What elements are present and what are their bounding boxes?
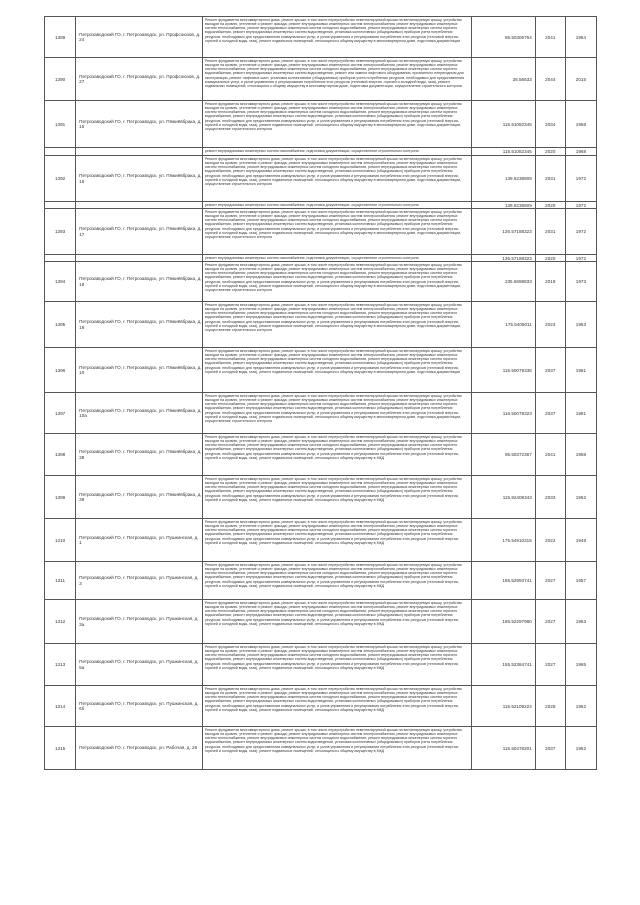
row-number [45, 255, 76, 262]
build-year-cell: 1972 [565, 255, 596, 262]
cost-cell: 139.5238809 [472, 202, 535, 209]
build-year-cell: 1962 [565, 686, 596, 727]
works-text: Ремонт фундамента многоквартирного дома, ремонт крыши, в том числе переустройство невентилируемой крыши на вентилируемую крышу, устройство выходов на кровлю, утепление и ремонт фасада, ремонт внутридомовых инженерных систем электроснабжения, ремонт внутридомовых инженерных систем теплоснабжения, ремонт внутридомовых инженерных систем холодного водоснабжения, ремонт внутридомовых инженерных систем горячего водоснабжения, ремонт внутридомовых инженерных систем водоотведения, установка коллективных (общедомовых) приборов учета потребления ресурсов, необходимых для предоставления коммунальных услуг, и узлов управления и регулирования потребления этих ресурсов (тепловой энергии, горячей и холодной воды, газа), ремонт подвальных помещений, относящихся к общему имуществу в МКД [204, 562, 462, 588]
address-cell: Петрозаводский ГО, г. Петрозаводск, ул. Пяжиёвбрака, д. 19 [76, 302, 203, 348]
build-year-cell: 1981 [565, 348, 596, 393]
table-row [45, 562, 597, 600]
build-year-cell: 1963 [565, 600, 596, 644]
build-year-cell: 1962 [565, 476, 596, 519]
works-cell [202, 348, 472, 393]
address-cell: Петрозаводский ГО, г. Петрозаводск, ул. Пяжиёвбрака, д. 16 [76, 156, 203, 202]
build-year-cell: 1968 [565, 434, 596, 476]
address-cell: Петрозаводский ГО, г. Петрозаводск, ул. Профсоюзов, д. 24 [76, 17, 203, 58]
build-year-cell: 1948 [565, 519, 596, 562]
works-cell [202, 17, 472, 58]
works-cell [202, 519, 472, 562]
address-cell: Петрозаводский ГО, г. Петрозаводск, ул. Пяжиёвбрака, д. 39 [76, 476, 203, 519]
table-row [45, 101, 597, 148]
repair-year-cell: 2044 [535, 58, 565, 101]
address-cell: Петрозаводский ГО, г. Петрозаводск, ул. Пяжиёвбрака, д. 10а [76, 393, 203, 434]
works-cell [202, 148, 472, 156]
works-text: Ремонт фундамента многоквартирного дома, ремонт крыши, в том числе переустройство невентилируемой крыши на вентилируемую крышу, устройство выходов на кровлю, утепление и ремонт фасада, ремонт внутридомовых инженерных систем электроснабжения, ремонт внутридомовых инженерных систем теплоснабжения, ремонт внутридомовых инженерных систем холодного водоснабжения, ремонт внутридомовых инженерных систем горячего водоснабжения, ремонт внутридомовых инженерных систем водоотведения, установка коллективных (общедомовых) приборов учета потребления ресурсов, необходимых для предоставления коммунальных услуг, и узлов управления и регулирования потребления этих ресурсов (тепловой энергии, горячей и холодной воды, газа), ремонт подвальных помещений, относящихся к общему имуществу в МКД [204, 434, 462, 460]
repair-year-cell: 2023 [535, 302, 565, 348]
works-text: Ремонт фундамента многоквартирного дома, ремонт крыши, в том числе переустройство невентилируемой крыши на вентилируемую крышу, устройство выходов на кровлю, утепление и ремонт фасада, ремонт внутридомовых инженерных систем электроснабжения, ремонт внутридомовых инженерных систем теплоснабжения, ремонт внутридомовых инженерных систем холодного водоснабжения, ремонт внутридомовых инженерных систем горячего водоснабжения, ремонт внутридомовых инженерных систем водоотведения, установка коллективных (общедомовых) приборов учета потребления ресурсов, необходимых для предоставления коммунальных услуг, и узлов управления и регулирования потребления этих ресурсов (тепловой энергии, горячей и холодной воды, газа), ремонт подвальных помещений, относящихся к общему имуществу в многоквартирном доме, подготовка документации [204, 17, 462, 43]
repair-year-cell: 2028 [535, 686, 565, 727]
address-cell: Петрозаводский ГО, г. Петрозаводск, ул. Пушкинская, д. 5а [76, 644, 203, 686]
works-text: Ремонт фундамента многоквартирного дома, ремонт крыши, в том числе переустройство невентилируемой крыши на вентилируемую крышу, устройство выходов на кровлю, утепление и ремонт фасада, ремонт внутридомовых инженерных систем электроснабжения, ремонт внутридомовых инженерных систем теплоснабжения, ремонт внутридомовых инженерных систем холодного водоснабжения, ремонт внутридомовых инженерных систем горячего водоснабжения, ремонт внутридомовых инженерных систем водоотведения, установка коллективных (общедомовых) приборов учета потребления ресурсов, необходимых для предоставления коммунальных услуг, и узлов управления и регулирования потребления этих ресурсов (тепловой энергии, горячей и холодной воды, газа), ремонт подвальных помещений, относящихся к общему имуществу в МКД [204, 686, 462, 712]
cost-cell: 235.5698833 [472, 262, 535, 302]
table-row [45, 156, 597, 202]
repair-year-cell: 2037 [535, 727, 565, 770]
row-number: 1392 [45, 156, 76, 202]
address-cell: Петрозаводский ГО, г. Петрозаводск, ул. Пяжиёвбрака, д. 17 [76, 209, 203, 255]
repair-year-cell: 2027 [535, 644, 565, 686]
works-cell [202, 255, 472, 262]
table-row [45, 393, 597, 434]
address-cell: Петрозаводский ГО, г. Петрозаводск, ул. Рабочая, д. 26 [76, 727, 203, 770]
repair-year-cell: 2037 [535, 393, 565, 434]
row-number: 1312 [45, 600, 76, 644]
cost-cell: 115.52109224 [472, 686, 535, 727]
table-row [45, 58, 597, 101]
address-cell: Петрозаводский ГО, г. Петрозаводск, ул. Пяжиёвбрака, д. 38 [76, 434, 203, 476]
cost-cell: 139.5238809 [472, 156, 535, 202]
address-cell: Петрозаводский ГО, г. Петрозаводск, ул. Пушкинская, д. 1 [76, 519, 203, 562]
works-cell [202, 209, 472, 255]
cost-cell: 95.50372367 [472, 434, 535, 476]
build-year-cell: 1957 [565, 562, 596, 600]
table-row [45, 262, 597, 302]
works-text: Ремонт фундамента многоквартирного дома, ремонт крыши, в том числе переустройство невентилируемой крыши на вентилируемую крышу, устройство выходов на кровлю, утепление и ремонт фасада, ремонт внутридомовых инженерных систем электроснабжения, ремонт внутридомовых инженерных систем теплоснабжения, ремонт внутридомовых инженерных систем холодного водоснабжения, ремонт внутридомовых инженерных систем горячего водоснабжения, ремонт внутридомовых инженерных систем водоотведения, установка коллективных (общедомовых) приборов учета потребления ресурсов, необходимых для предоставления коммунальных услуг, и узлов управления и регулирования потребления этих ресурсов (тепловой энергии, горячей и холодной воды, газа), ремонт подвальных помещений, относящихся к общему имуществу в МКД [204, 644, 462, 670]
repair-year-cell: 2037 [535, 348, 565, 393]
build-year-cell: 1968 [565, 148, 596, 156]
works-cell [202, 393, 472, 434]
build-year-cell: 1981 [565, 393, 596, 434]
row-number: 1391 [45, 101, 76, 148]
works-cell [202, 262, 472, 302]
table-row [45, 202, 597, 209]
table-body [45, 17, 597, 770]
address-cell: Петрозаводский ГО, г. Петрозаводск, ул. Профсоюзов, д. 27 [76, 58, 203, 101]
row-number [45, 148, 76, 156]
cost-cell: 65.50306754 [472, 17, 535, 58]
row-number: 1394 [45, 262, 76, 302]
row-number: 1313 [45, 644, 76, 686]
build-year-cell: 1964 [565, 17, 596, 58]
works-text: ремонт внутридомовых инженерных систем газоснабжения, подготовка документации, осуществление строительного контроля [204, 148, 419, 153]
row-number: 1310 [45, 519, 76, 562]
capital-repair-table [44, 16, 597, 770]
cost-cell: 175.54910315 [472, 519, 535, 562]
row-number: 1315 [45, 727, 76, 770]
repair-year-cell: 2020 [535, 255, 565, 262]
repair-year-cell: 2033 [535, 476, 565, 519]
works-text: Ремонт фундамента многоквартирного дома, ремонт крыши, в том числе переустройство невентилируемой крыши на вентилируемую крышу, устройство выходов на кровлю, утепление и ремонт фасада, ремонт внутридомовых инженерных систем электроснабжения, ремонт внутридомовых инженерных систем теплоснабжения, ремонт внутридомовых инженерных систем холодного водоснабжения, ремонт внутридомовых инженерных систем горячего водоснабжения, ремонт внутридомовых инженерных систем водоотведения, установка коллективных (общедомовых) приборов учета потребления ресурсов, необходимых для предоставления коммунальных услуг, и узлов управления и регулирования потребления этих ресурсов (тепловой энергии, горячей и холодной воды, газа), ремонт подвальных помещений, относящихся к общему имуществу в многоквартирном доме, подготовка документации [204, 348, 462, 374]
table-row [45, 686, 597, 727]
works-cell [202, 58, 472, 101]
cost-cell: 115.51082345 [472, 101, 535, 148]
table-row [45, 209, 597, 255]
works-text: Ремонт фундамента многоквартирного дома, ремонт крыши, в том числе переустройство невентилируемой крыши на вентилируемую крышу, устройство выходов на кровлю, утепление и ремонт фасада, ремонт внутридомовых инженерных систем электроснабжения, ремонт внутридомовых инженерных систем теплоснабжения, ремонт внутридомовых инженерных систем холодного водоснабжения, ремонт внутридомовых инженерных систем горячего водоснабжения, ремонт внутридомовых инженерных систем водоотведения, установка коллективных (общедомовых) приборов учета потребления ресурсов, необходимых для предоставления коммунальных услуг, и узлов управления и регулирования потребления этих ресурсов (тепловой энергии, горячей и холодной воды, газа), ремонт подвальных помещений, относящихся к общему имуществу в многоквартирном доме, подготовка документации, осуществление строительного контроля [204, 262, 462, 293]
row-number: 1395 [45, 302, 76, 348]
build-year-cell: 1962 [565, 727, 596, 770]
table-row [45, 600, 597, 644]
works-text: Ремонт фундамента многоквартирного дома, ремонт крыши, в том числе переустройство невентилируемой крыши на вентилируемую крышу, устройство выходов на кровлю, утепление и ремонт фасада, ремонт внутридомовых инженерных систем электроснабжения, ремонт внутридомовых инженерных систем теплоснабжения, ремонт внутридомовых инженерных систем холодного водоснабжения, ремонт внутридомовых инженерных систем горячего водоснабжения, ремонт внутридомовых инженерных систем водоотведения, установка коллективных (общедомовых) приборов учета потребления ресурсов, необходимых для предоставления коммунальных услуг, и узлов управления и регулирования потребления этих ресурсов (тепловой энергии, горячей и холодной воды, газа), ремонт подвальных помещений, относящихся к общему имуществу в многоквартирном доме, подготовка документации, осуществление строительного контроля [204, 393, 462, 424]
build-year-cell: 1968 [565, 101, 596, 148]
address-cell [76, 148, 203, 156]
build-year-cell: 2015 [565, 58, 596, 101]
works-text: ремонт внутридомовых инженерных систем газоснабжения, подготовка документации, осуществление строительного контроля [204, 202, 419, 207]
build-year-cell: 1963 [565, 302, 596, 348]
repair-year-cell: 2031 [535, 209, 565, 255]
repair-year-cell: 2027 [535, 600, 565, 644]
table-row [45, 17, 597, 58]
cost-cell: 115.51082345 [472, 148, 535, 156]
works-text: Ремонт фундамента многоквартирного дома, ремонт крыши, в том числе переустройство невентилируемой крыши на вентилируемую крышу, устройство выходов на кровлю, утепление и ремонт фасада, ремонт внутридомовых инженерных систем электроснабжения, ремонт внутридомовых инженерных систем теплоснабжения, ремонт внутридомовых инженерных систем холодного водоснабжения, ремонт внутридомовых инженерных систем горячего водоснабжения, ремонт внутридомовых инженерных систем водоотведения, установка коллективных (общедомовых) приборов учета потребления ресурсов, необходимых для предоставления коммунальных услуг, и узлов управления и регулирования потребления этих ресурсов (тепловой энергии, горячей и холодной воды, газа), ремонт подвальных помещений, относящихся к общему имуществу в МКД [204, 519, 462, 545]
row-number: 1398 [45, 434, 76, 476]
works-text: Ремонт фундамента многоквартирного дома, ремонт крыши, в том числе переустройство невентилируемой крыши на вентилируемую крышу, устройство выходов на кровлю, утепление и ремонт фасада, ремонт внутридомовых инженерных систем электроснабжения, ремонт внутридомовых инженерных систем теплоснабжения, ремонт внутридомовых инженерных систем холодного водоснабжения, ремонт внутридомовых инженерных систем горячего водоснабжения, ремонт внутридомовых инженерных систем водоотведения, установка коллективных (общедомовых) приборов учета потребления ресурсов, необходимых для предоставления коммунальных услуг, и узлов управления и регулирования потребления этих ресурсов (тепловой энергии, горячей и холодной воды, газа), ремонт подвальных помещений, относящихся к общему имуществу в многоквартирном доме, подготовка документации, осуществление строительного контроля [204, 209, 462, 240]
row-number: 1389 [45, 17, 76, 58]
repair-year-cell: 2020 [535, 148, 565, 156]
cost-cell: 136.57188323 [472, 209, 535, 255]
works-cell [202, 727, 472, 770]
build-year-cell: 1972 [565, 202, 596, 209]
works-text: Ремонт фундамента многоквартирного дома, ремонт крыши, в том числе переустройство невентилируемой крыши на вентилируемую крышу, устройство выходов на кровлю, утепление и ремонт фасада, ремонт внутридомовых инженерных систем электроснабжения, ремонт внутридомовых инженерных систем теплоснабжения, ремонт внутридомовых инженерных систем холодного водоснабжения, ремонт внутридомовых инженерных систем горячего водоснабжения, ремонт внутридомовых инженерных систем водоотведения, установка коллективных (общедомовых) приборов учета потребления ресурсов, необходимых для предоставления коммунальных услуг, и узлов управления и регулирования потребления этих ресурсов (тепловой энергии, горячей и холодной воды, газа), ремонт подвальных помещений, относящихся к общему имуществу в МКД [204, 476, 462, 502]
row-number [45, 202, 76, 209]
cost-cell: 175.5409011 [472, 302, 535, 348]
table-row [45, 302, 597, 348]
row-number: 1399 [45, 476, 76, 519]
address-cell [76, 202, 203, 209]
table-row [45, 255, 597, 262]
cost-cell: 115.50079336 [472, 348, 535, 393]
table-row [45, 727, 597, 770]
address-cell: Петрозаводский ГО, г. Петрозаводск, ул. Пяжиёвбрака, д. 15 [76, 101, 203, 148]
address-cell: Петрозаводский ГО, г. Петрозаводск, ул. Пушкинская, д. 6б [76, 686, 203, 727]
works-text: Ремонт фундамента многоквартирного дома, ремонт крыши, в том числе переустройство невентилируемой крыши на вентилируемую крышу, устройство выходов на кровлю, утепление и ремонт фасада, ремонт внутридомовых инженерных систем электроснабжения, ремонт внутридомовых инженерных систем теплоснабжения, ремонт внутридомовых инженерных систем холодного водоснабжения, ремонт внутридомовых инженерных систем горячего водоснабжения, ремонт внутридомовых инженерных систем водоотведения, установка коллективных (общедомовых) приборов учета потребления ресурсов, необходимых для предоставления коммунальных услуг, и узлов управления и регулирования потребления этих ресурсов (тепловой энергии, горячей и холодной воды, газа), ремонт подвальных помещений, относящихся к общему имуществу в МКД [204, 600, 462, 626]
works-text: Ремонт фундамента многоквартирного дома, ремонт крыши, в том числе переустройство невентилируемой крыши на вентилируемую крышу, устройство выходов на кровлю, утепление и ремонт фасада, ремонт внутридомовых инженерных систем электроснабжения, ремонт внутридомовых инженерных систем теплоснабжения, ремонт внутридомовых инженерных систем холодного водоснабжения, ремонт внутридомовых инженерных систем горячего водоснабжения, ремонт внутридомовых инженерных систем водоотведения, установка коллективных (общедомовых) приборов учета потребления ресурсов, необходимых для предоставления коммунальных услуг, и узлов управления и регулирования потребления этих ресурсов (тепловой энергии, горячей и холодной воды, газа), ремонт подвальных помещений, относящихся к общему имуществу в многоквартирном доме, подготовка документации, осуществление строительного контроля [204, 156, 462, 187]
cost-cell: 28.56633 [472, 58, 535, 101]
table-row [45, 148, 597, 156]
cost-cell: 185.52993741 [472, 562, 535, 600]
cost-cell: 115.92408343 [472, 476, 535, 519]
works-text: Ремонт фундамента многоквартирного дома, ремонт крыши, в том числе переустройство невентилируемой крыши на вентилируемую крышу, устройство выходов на кровлю, утепление и ремонт фасада, ремонт внутридомовых инженерных систем электроснабжения, ремонт внутридомовых инженерных систем теплоснабжения, ремонт внутридомовых инженерных систем холодного водоснабжения, ремонт внутридомовых инженерных систем горячего водоснабжения, ремонт внутридомовых инженерных систем водоотведения, установка коллективных (общедомовых) приборов учета потребления ресурсов, необходимых для предоставления коммунальных услуг, и узлов управления и регулирования потребления этих ресурсов (тепловой энергии, горячей и холодной воды, газа), ремонт подвальных помещений, относящихся к общему имуществу в МКД [204, 727, 462, 753]
works-cell [202, 644, 472, 686]
build-year-cell: 1972 [565, 156, 596, 202]
cost-cell: 115.50478201 [472, 727, 535, 770]
repair-year-cell: 2019 [535, 262, 565, 302]
works-cell [202, 156, 472, 202]
row-number: 1397 [45, 393, 76, 434]
works-text: Ремонт фундамента многоквартирного дома, ремонт крыши, в том числе переустройство невентилируемой крыши на вентилируемую крышу, устройство выходов на кровлю, утепление и ремонт фасада, ремонт внутридомовых инженерных систем электроснабжения, ремонт внутридомовых инженерных систем теплоснабжения, ремонт внутридомовых инженерных систем холодного водоснабжения, ремонт внутридомовых инженерных систем горячего водоснабжения, ремонт внутридомовых инженерных систем водоотведения, ремонт или замена лифтового оборудования, признанного непригодным для эксплуатации, ремонт лифтовых шахт, установка коллективных (общедомовых) приборов учета потребления ресурсов, необходимых для предоставления коммунальных услуг, и узлов управления и регулирования потребления этих ресурсов (тепловой энергии, горячей и холодной воды, газа), ремонт подвальных помещений, относящихся к общему имуществу в многоквартирном доме, подготовка документации, осуществление строительного контроля [204, 58, 465, 89]
address-cell [76, 255, 203, 262]
document-page [44, 16, 597, 770]
repair-year-cell: 2022 [535, 519, 565, 562]
works-cell [202, 600, 472, 644]
build-year-cell: 1965 [565, 644, 596, 686]
works-text: Ремонт фундамента многоквартирного дома, ремонт крыши, в том числе переустройство невентилируемой крыши на вентилируемую крышу, устройство выходов на кровлю, утепление и ремонт фасада, ремонт внутридомовых инженерных систем электроснабжения, ремонт внутридомовых инженерных систем теплоснабжения, ремонт внутридомовых инженерных систем холодного водоснабжения, ремонт внутридомовых инженерных систем горячего водоснабжения, ремонт внутридомовых инженерных систем водоотведения, установка коллективных (общедомовых) приборов учета потребления ресурсов, необходимых для предоставления коммунальных услуг, и узлов управления и регулирования потребления этих ресурсов (тепловой энергии, горячей и холодной воды, газа), ремонт подвальных помещений, относящихся к общему имуществу в многоквартирном доме, подготовка документации, осуществление строительного контроля [204, 302, 462, 333]
address-cell: Петрозаводский ГО, г. Петрозаводск, ул. Пушкинская, д. 3 [76, 562, 203, 600]
table-row [45, 519, 597, 562]
works-cell [202, 562, 472, 600]
table-row [45, 476, 597, 519]
row-number: 1393 [45, 209, 76, 255]
repair-year-cell: 2031 [535, 156, 565, 202]
address-cell: Петрозаводский ГО, г. Петрозаводск, ул. Пушкинская, д. 3а [76, 600, 203, 644]
build-year-cell: 1972 [565, 209, 596, 255]
works-cell [202, 434, 472, 476]
row-number: 1314 [45, 686, 76, 727]
works-text: Ремонт фундамента многоквартирного дома, ремонт крыши, в том числе переустройство невентилируемой крыши на вентилируемую крышу, устройство выходов на кровлю, утепление и ремонт фасада, ремонт внутридомовых инженерных систем электроснабжения, ремонт внутридомовых инженерных систем теплоснабжения, ремонт внутридомовых инженерных систем холодного водоснабжения, ремонт внутридомовых инженерных систем горячего водоснабжения, ремонт внутридомовых инженерных систем водоотведения, установка коллективных (общедомовых) приборов учета потребления ресурсов, необходимых для предоставления коммунальных услуг, и узлов управления и регулирования потребления этих ресурсов (тепловой энергии, горячей и холодной воды, газа), ремонт подвальных помещений, относящихся к общему имуществу в многоквартирном доме, подготовка документации, осуществление строительного контроля [204, 101, 462, 132]
address-cell: Петрозаводский ГО, г. Петрозаводск, ул. Пяжиёвбрака, д. 10 [76, 348, 203, 393]
table-row [45, 644, 597, 686]
works-cell [202, 302, 472, 348]
row-number: 1390 [45, 58, 76, 101]
table-row [45, 348, 597, 393]
cost-cell: 185.52297980 [472, 600, 535, 644]
repair-year-cell: 2041 [535, 434, 565, 476]
row-number: 1396 [45, 348, 76, 393]
cost-cell: 116.50079323 [472, 393, 535, 434]
table-row [45, 434, 597, 476]
build-year-cell: 1973 [565, 262, 596, 302]
repair-year-cell: 2034 [535, 101, 565, 148]
works-text: ремонт внутридомовых инженерных систем газоснабжения, подготовка документации, осуществление строительного контроля [204, 255, 419, 260]
repair-year-cell: 2027 [535, 562, 565, 600]
cost-cell: 155.52384741 [472, 644, 535, 686]
address-cell: Петрозаводский ГО, г. Петрозаводск, ул. Пяжиёвбрака, д. 18 [76, 262, 203, 302]
works-cell [202, 476, 472, 519]
repair-year-cell: 2041 [535, 17, 565, 58]
cost-cell: 136.57188323 [472, 255, 535, 262]
works-cell [202, 101, 472, 148]
repair-year-cell: 2020 [535, 202, 565, 209]
row-number: 1311 [45, 562, 76, 600]
works-cell [202, 686, 472, 727]
works-cell [202, 202, 472, 209]
